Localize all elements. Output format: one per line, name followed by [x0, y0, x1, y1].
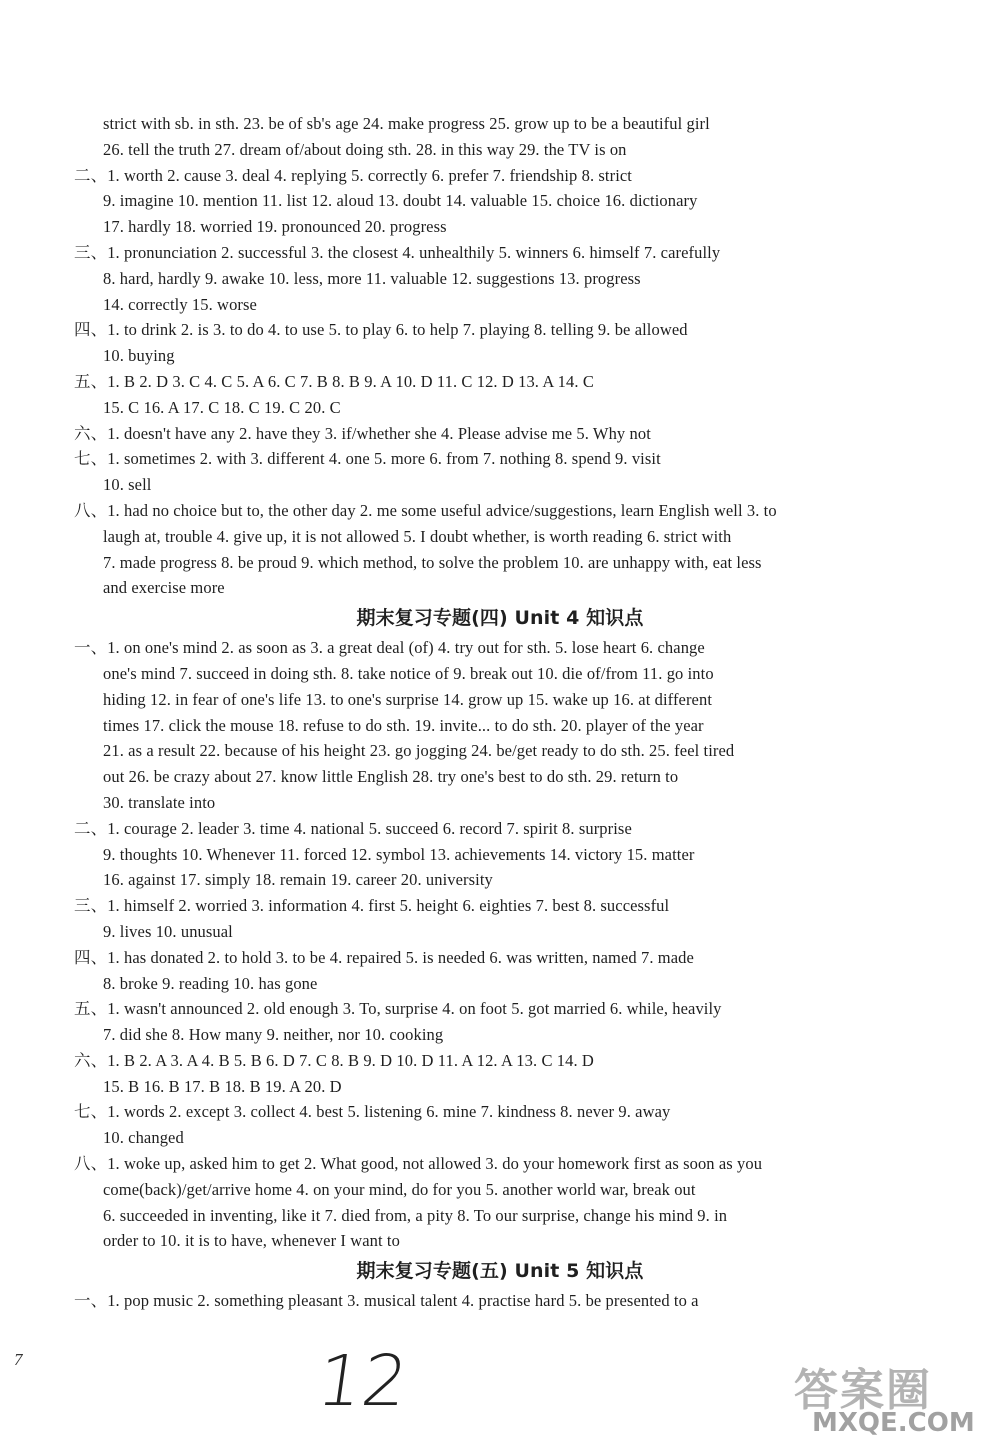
answer-line: order to 10. it is to have, whenever I want to — [103, 1231, 400, 1251]
answer-line: one's mind 7. succeed in doing sth. 8. take notice of 9. break out 10. die of/from 11. go into — [103, 663, 714, 683]
answer-line: strict with sb. in sth. 23. be of sb's age 24. make progress 25. grow up to be a beautiful girl — [103, 114, 710, 133]
watermark-glyphs: 答案圈 — [794, 1365, 932, 1416]
answer-line: 8. broke 9. reading 10. has gone — [103, 973, 318, 993]
answer-line: 9. imagine 10. mention 11. list 12. aloud 13. doubt 14. valuable 15. choice 16. dictionary — [103, 191, 698, 211]
answer-line: hiding 12. in fear of one's life 13. to one's surprise 14. grow up 15. wake up 16. at different — [103, 689, 713, 709]
answer-lines — [0, 111, 1000, 1314]
answer-line: 一、1. pop music 2. something pleasant 3. musical talent 4. practise hard 5. be presented to a — [74, 1291, 699, 1311]
answer-line: 10. buying — [103, 346, 175, 366]
answer-line: 10. sell — [103, 475, 152, 495]
answer-line: 7. did she 8. How many 9. neither, nor 10. cooking — [103, 1025, 444, 1045]
answer-line: laugh at, trouble 4. give up, it is not allowed 5. I doubt whether, is worth reading 6. strict with — [103, 526, 732, 546]
answer-line: 四、1. has donated 2. to hold 3. to be 4. repaired 5. is needed 6. was written, named 7. made — [74, 947, 694, 967]
answer-line: 17. hardly 18. worried 19. pronounced 20. progress — [103, 217, 447, 237]
watermark-url: MXQE.COM — [812, 1408, 975, 1438]
answer-line: 26. tell the truth 27. dream of/about doing sth. 28. in this way 29. the TV is on — [103, 139, 627, 159]
answer-line: 八、1. woke up, asked him to get 2. What good, not allowed 3. do your homework first as soon as you — [74, 1154, 763, 1174]
answer-line: 一、1. on one's mind 2. as soon as 3. a great deal (of) 4. try out for sth. 5. lose heart 6. change — [74, 638, 705, 658]
handwritten-note: 12 — [312, 1340, 413, 1422]
answer-line: 六、1. B 2. A 3. A 4. B 5. B 6. D 7. C 8. B 9. D 10. D 11. A 12. A 13. C 14. D — [74, 1050, 594, 1070]
answer-line: 二、1. worth 2. cause 3. deal 4. replying 5. correctly 6. prefer 7. friendship 8. strict — [74, 165, 632, 185]
answer-line: 14. correctly 15. worse — [103, 294, 257, 314]
answer-line: 15. B 16. B 17. B 18. B 19. A 20. D — [103, 1076, 342, 1096]
answer-line: 21. as a result 22. because of his height 23. go jogging 24. be/get ready to do sth. 25. feel tired — [103, 741, 735, 761]
answer-line: 六、1. doesn't have any 2. have they 3. if/whether she 4. Please advise me 5. Why not — [74, 423, 651, 443]
answer-line: 三、1. pronunciation 2. successful 3. the closest 4. unhealthily 5. winners 6. himself 7. carefully — [74, 242, 721, 262]
answer-line: 四、1. to drink 2. is 3. to do 4. to use 5. to play 6. to help 7. playing 8. telling 9. be allowed — [74, 320, 688, 340]
answer-line: 16. against 17. simply 18. remain 19. career 20. university — [103, 870, 493, 890]
answer-line: 八、1. had no choice but to, the other day 2. me some useful advice/suggestions, learn English well 3. to — [74, 500, 777, 520]
answer-line: 8. hard, hardly 9. awake 10. less, more 11. valuable 12. suggestions 13. progress — [103, 268, 641, 288]
answer-line: 五、1. wasn't announced 2. old enough 3. To, surprise 4. on foot 5. got married 6. while, heavily — [74, 999, 722, 1019]
section-heading: 期末复习专题(五) Unit 5 知识点 — [356, 1260, 644, 1283]
watermark-logo — [790, 1350, 996, 1444]
answer-line: times 17. click the mouse 18. refuse to do sth. 19. invite... to do sth. 20. player of the year — [103, 715, 704, 735]
answer-line: 15. C 16. A 17. C 18. C 19. C 20. C — [103, 397, 341, 417]
answer-line: and exercise more — [103, 578, 225, 598]
answer-line: 7. made progress 8. be proud 9. which method, to solve the problem 10. are unhappy with, eat less — [103, 552, 762, 572]
answer-line: 6. succeeded in inventing, like it 7. died from, a pity 8. To our surprise, change his mind 9. in — [103, 1205, 728, 1225]
answer-line: 七、1. sometimes 2. with 3. different 4. one 5. more 6. from 7. nothing 8. spend 9. visit — [74, 449, 661, 469]
answer-line: 五、1. B 2. D 3. C 4. C 5. A 6. C 7. B 8. B 9. A 10. D 11. C 12. D 13. A 14. C — [74, 371, 594, 391]
answer-line: 9. thoughts 10. Whenever 11. forced 12. symbol 13. achievements 14. victory 15. matter — [103, 844, 695, 864]
answer-line: 9. lives 10. unusual — [103, 921, 233, 941]
answer-line: 10. changed — [103, 1128, 184, 1148]
page-number: 7 — [14, 1350, 23, 1369]
answer-line: 七、1. words 2. except 3. collect 4. best 5. listening 6. mine 7. kindness 8. never 9. away — [74, 1102, 671, 1122]
answer-line: 二、1. courage 2. leader 3. time 4. national 5. succeed 6. record 7. spirit 8. surprise — [74, 818, 632, 838]
answer-line: 三、1. himself 2. worried 3. information 4. first 5. height 6. eighties 7. best 8. successful — [74, 896, 670, 916]
answer-line: out 26. be crazy about 27. know little English 28. try one's best to do sth. 29. return to — [103, 767, 679, 787]
answer-line: 30. translate into — [103, 792, 216, 812]
section-heading: 期末复习专题(四) Unit 4 知识点 — [356, 607, 644, 630]
answer-line: come(back)/get/arrive home 4. on your mind, do for you 5. another world war, break out — [103, 1179, 696, 1199]
